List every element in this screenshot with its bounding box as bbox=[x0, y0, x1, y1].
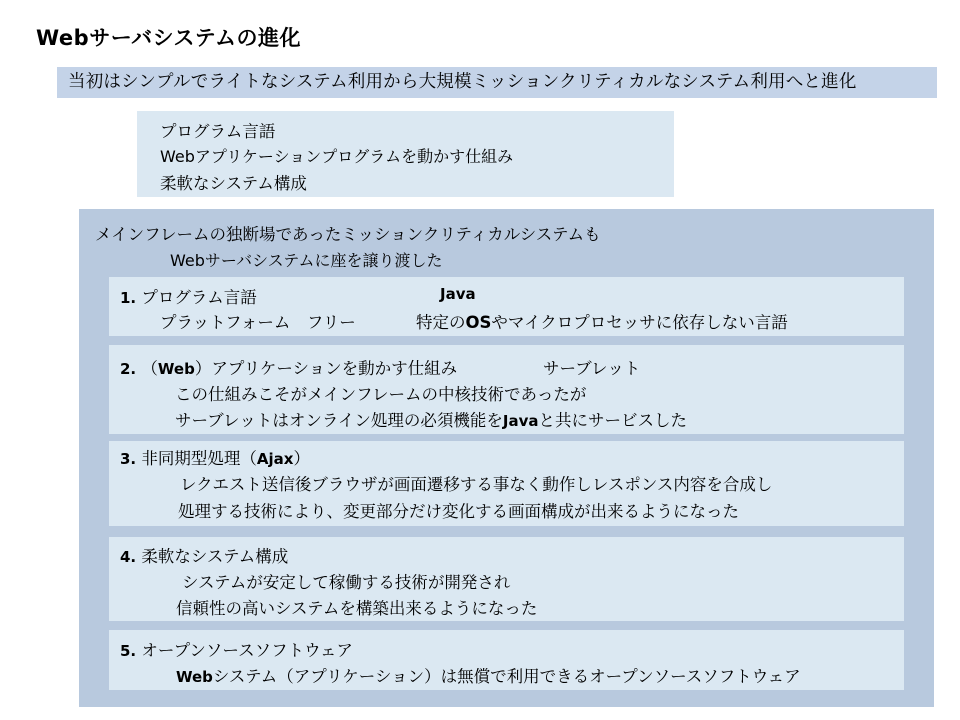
slide-title: Webサーバシステムの進化 bbox=[36, 26, 302, 50]
item-2-line-1: この仕組みこそがメインフレームの中核技術であったが bbox=[175, 385, 587, 404]
item-5-line-1-web: Web bbox=[176, 668, 213, 686]
item-2-heading-web: Web bbox=[157, 360, 195, 378]
summary-line-flexible: 柔軟なシステム構成 bbox=[160, 174, 307, 193]
item-1-desc-post: やマイクロプロセッサに依存しない言語 bbox=[491, 313, 788, 332]
item-5-line-1-rest: システム（アプリケーション）は無償で利用できるオープンソースソフトウェア bbox=[212, 667, 801, 686]
item-1-number: 1. bbox=[120, 289, 137, 307]
item-1-platform-label: プラットフォーム フリー bbox=[160, 313, 356, 332]
item-1-desc-pre: 特定の bbox=[416, 313, 466, 332]
item-2-heading-open: （ bbox=[141, 359, 158, 378]
item-2-keyword: サーブレット bbox=[543, 359, 641, 378]
intro-line-1: メインフレームの独断場であったミッションクリティカルシステムも bbox=[95, 225, 601, 244]
item-2-heading-row bbox=[120, 355, 457, 379]
detail-item-1 bbox=[109, 277, 904, 336]
item-2-line-2 bbox=[175, 407, 687, 431]
item-1-heading-row bbox=[120, 284, 257, 308]
summary-line-webapp-text: Webアプリケーションプログラムを動かす仕組み bbox=[160, 147, 514, 166]
item-3-number: 3. bbox=[120, 450, 137, 468]
item-3-line-1: レクエスト送信後ブラウザが画面遷移する事なく動作しレスポンス内容を合成し bbox=[180, 475, 773, 494]
item-3-heading-post: ） bbox=[293, 449, 310, 468]
item-2-number: 2. bbox=[120, 360, 137, 378]
detail-panel bbox=[79, 209, 934, 707]
intro-line-2: Webサーバシステムに座を譲り渡した bbox=[170, 251, 443, 270]
item-1-keyword: Java bbox=[440, 285, 476, 303]
item-3-heading-row bbox=[120, 445, 310, 469]
summary-line-language: プログラム言語 bbox=[160, 122, 276, 141]
detail-item-4 bbox=[109, 537, 904, 621]
summary-line-webapp bbox=[160, 144, 513, 167]
item-3-line-2: 処理する技術により、変更部分だけ変化する画面構成が出来るようになった bbox=[178, 502, 739, 521]
item-4-heading: 柔軟なシステム構成 bbox=[141, 547, 289, 566]
item-3-heading-ajax: Ajax bbox=[256, 450, 294, 468]
item-4-line-2: 信頼性の高いシステムを構築出来るようになった bbox=[176, 599, 538, 618]
item-5-number: 5. bbox=[120, 642, 137, 660]
item-1-desc-os: OS bbox=[465, 313, 492, 332]
item-1-heading: プログラム言語 bbox=[141, 288, 257, 307]
item-3-heading-pre: 非同期型処理（ bbox=[141, 449, 257, 468]
summary-box bbox=[137, 111, 674, 197]
detail-item-5 bbox=[109, 630, 904, 690]
item-2-line-2-pre: サーブレットはオンライン処理の必須機能を bbox=[175, 411, 503, 430]
item-4-heading-row bbox=[120, 543, 288, 567]
detail-item-2 bbox=[109, 345, 904, 434]
item-2-heading-rest: ）アプリケーションを動かす仕組み bbox=[194, 359, 458, 378]
item-2-line-2-java: Java bbox=[502, 412, 539, 430]
detail-item-3 bbox=[109, 441, 904, 526]
item-1-description bbox=[416, 309, 788, 333]
item-4-line-1: システムが安定して稼働する技術が開発され bbox=[182, 573, 511, 592]
item-5-heading-row bbox=[120, 637, 353, 661]
summary-banner: 当初はシンプルでライトなシステム利用から大規模ミッションクリティカルなシステム利用へと進化 bbox=[57, 67, 937, 98]
item-5-line-1 bbox=[176, 663, 801, 687]
item-4-number: 4. bbox=[120, 548, 137, 566]
item-2-line-2-post: と共にサービスした bbox=[538, 411, 687, 430]
item-5-heading: オープンソースソフトウェア bbox=[141, 641, 353, 660]
